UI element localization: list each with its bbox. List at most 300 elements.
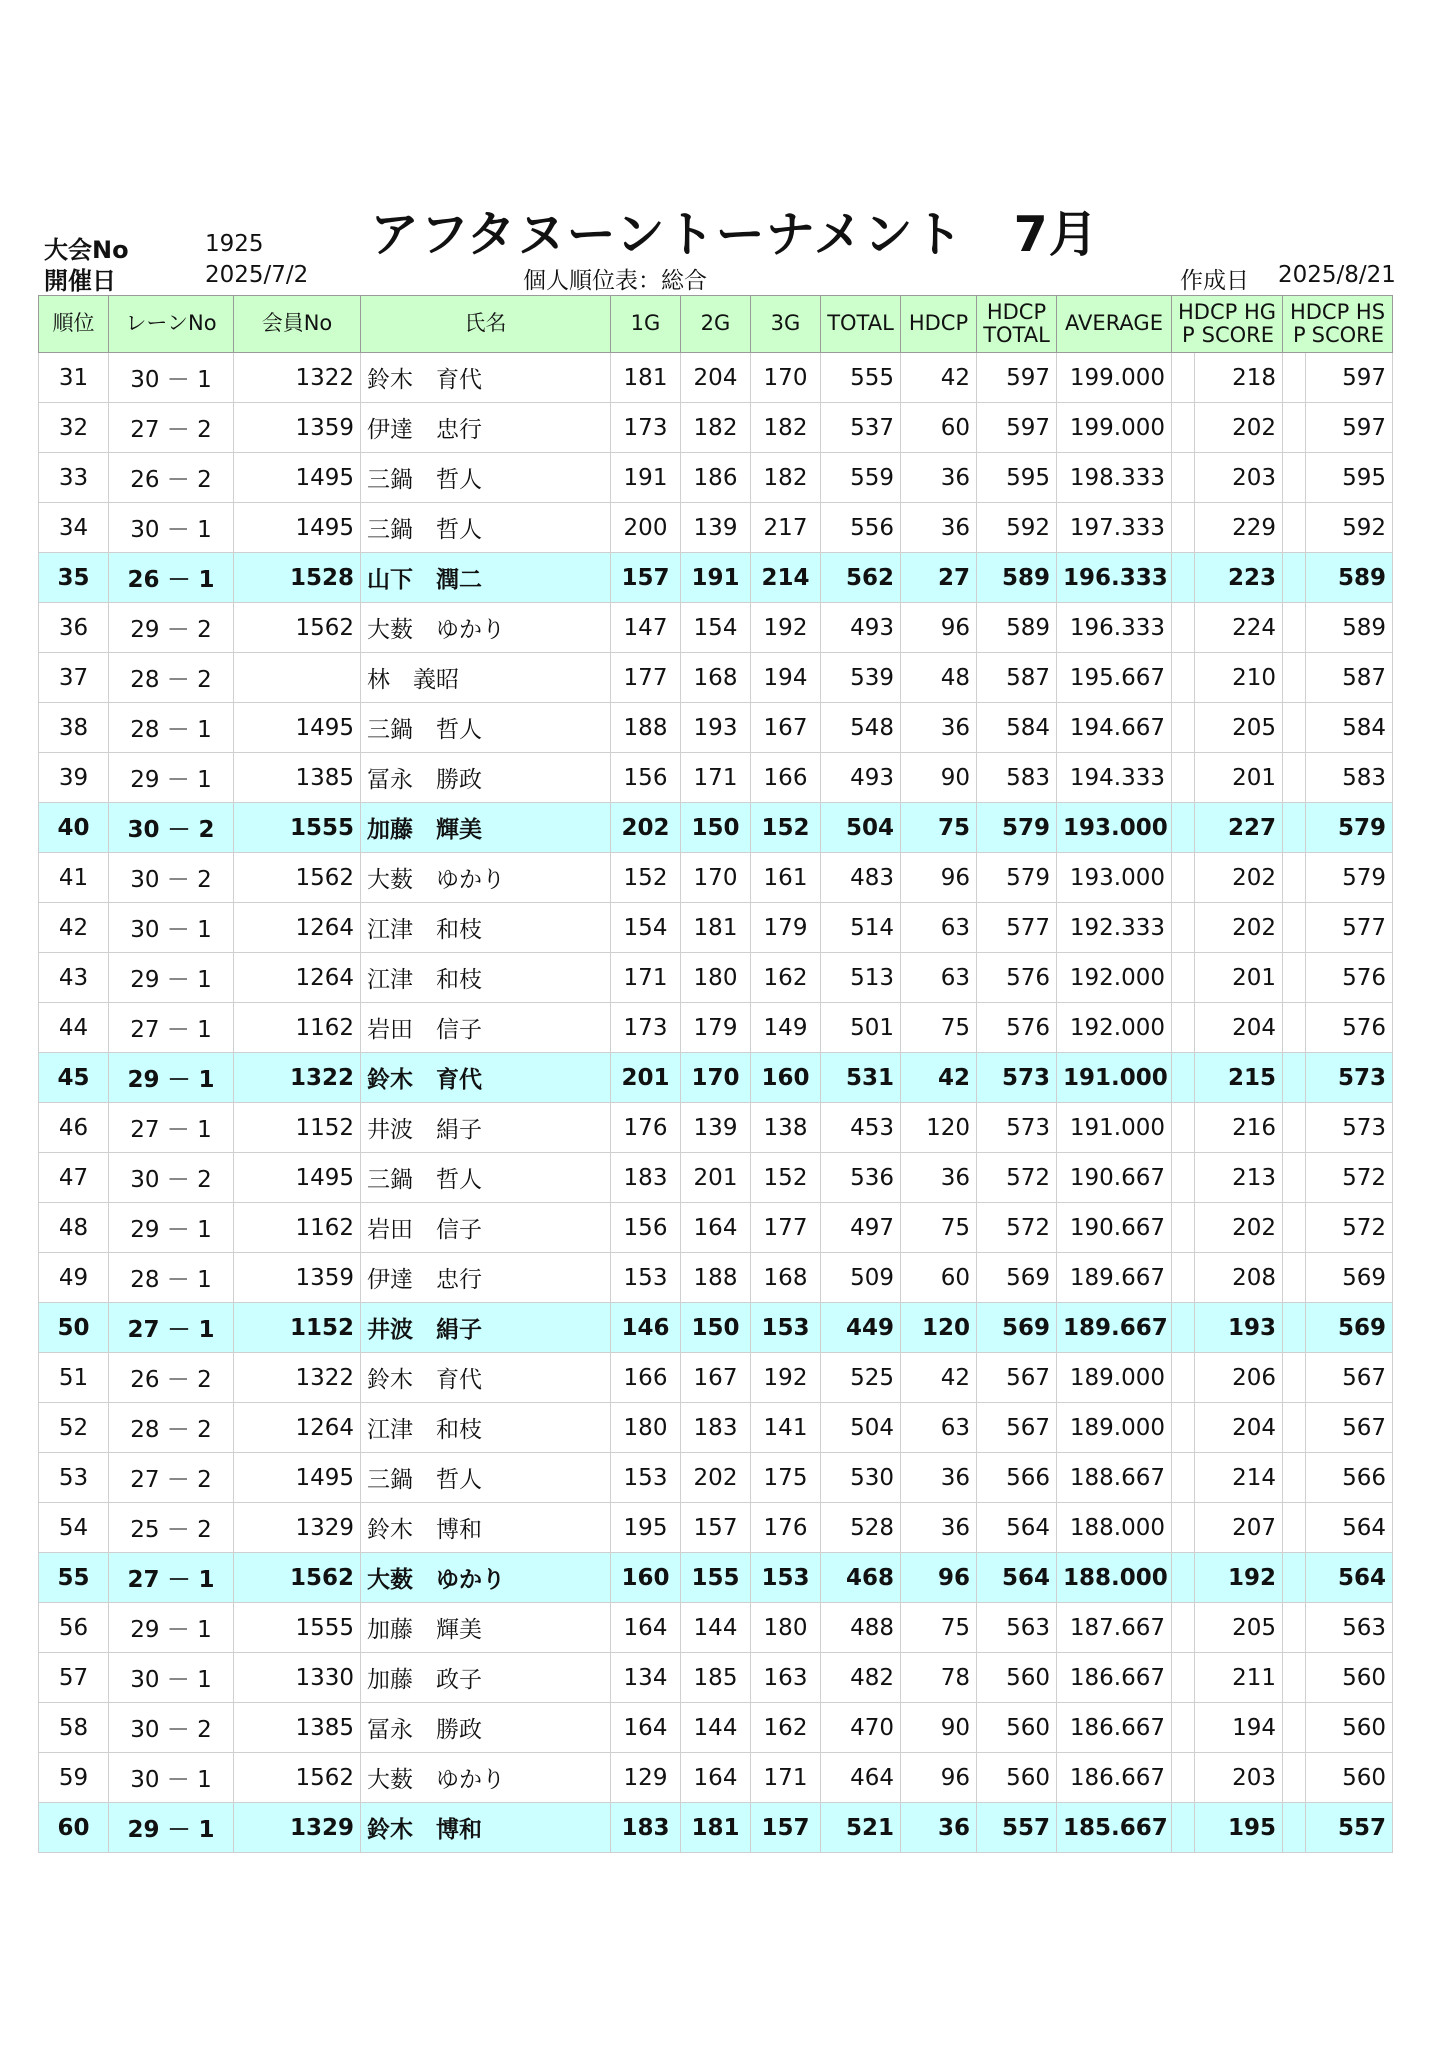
cell-name: 三鍋 哲人 (361, 503, 611, 553)
col-name: 氏名 (361, 296, 611, 353)
cell-hs-score: 576 (1283, 1003, 1393, 1053)
cell-name: 鈴木 育代 (361, 353, 611, 403)
cell-hdcp: 42 (901, 1053, 977, 1103)
cell-hdcp: 75 (901, 803, 977, 853)
table-row (39, 1403, 1393, 1453)
cell-g3: 166 (751, 753, 821, 803)
table-body (39, 353, 1393, 1853)
cell-hdcp: 96 (901, 603, 977, 653)
col-g3: 3G (751, 296, 821, 353)
cell-average: 199.000 (1057, 353, 1172, 403)
cell-g3: 153 (751, 1553, 821, 1603)
cell-member: 1152 (234, 1103, 361, 1153)
cell-hg-score: 207 (1172, 1503, 1283, 1553)
cell-lane: 29 － 2 (109, 603, 234, 653)
cell-hs-score: 564 (1283, 1553, 1393, 1603)
cell-member: 1322 (234, 353, 361, 403)
cell-g3: 179 (751, 903, 821, 953)
cell-average: 188.000 (1057, 1503, 1172, 1553)
cell-hdcp: 48 (901, 653, 977, 703)
cell-total: 536 (821, 1153, 901, 1203)
cell-g2: 188 (681, 1253, 751, 1303)
kaisai-date-label: 開催日 (44, 267, 116, 295)
col-hdcp-hg-p: P (1182, 323, 1195, 347)
cell-lane: 28 － 1 (109, 1253, 234, 1303)
cell-hs-score: 577 (1283, 903, 1393, 953)
table-row (39, 453, 1393, 503)
cell-g2: 186 (681, 453, 751, 503)
cell-g2: 202 (681, 1453, 751, 1503)
cell-g2: 191 (681, 553, 751, 603)
cell-average: 186.667 (1057, 1753, 1172, 1803)
cell-hs-score: 569 (1283, 1253, 1393, 1303)
cell-total: 513 (821, 953, 901, 1003)
cell-hdcp-total: 560 (977, 1753, 1057, 1803)
cell-hdcp-total: 572 (977, 1153, 1057, 1203)
cell-lane: 28 － 1 (109, 703, 234, 753)
cell-g1: 183 (611, 1153, 681, 1203)
cell-total: 504 (821, 1403, 901, 1453)
cell-hg-score: 201 (1172, 953, 1283, 1003)
cell-g3: 141 (751, 1403, 821, 1453)
cell-hg-score: 208 (1172, 1253, 1283, 1303)
cell-hg-score: 204 (1172, 1403, 1283, 1453)
cell-rank: 37 (39, 653, 109, 703)
cell-total: 483 (821, 853, 901, 903)
cell-lane: 30 － 2 (109, 853, 234, 903)
cell-average: 186.667 (1057, 1703, 1172, 1753)
cell-average: 196.333 (1057, 553, 1172, 603)
table-row (39, 803, 1393, 853)
cell-rank: 32 (39, 403, 109, 453)
cell-rank: 60 (39, 1803, 109, 1853)
cell-hg-score: 203 (1172, 1753, 1283, 1803)
cell-rank: 31 (39, 353, 109, 403)
cell-hg-score: 211 (1172, 1653, 1283, 1703)
cell-hdcp-total: 557 (977, 1803, 1057, 1853)
cell-member: 1495 (234, 503, 361, 553)
cell-g3: 176 (751, 1503, 821, 1553)
cell-name: 林 義昭 (361, 653, 611, 703)
cell-total: 548 (821, 703, 901, 753)
cell-rank: 45 (39, 1053, 109, 1103)
cell-rank: 46 (39, 1103, 109, 1153)
cell-g3: 162 (751, 953, 821, 1003)
cell-total: 514 (821, 903, 901, 953)
cell-g3: 157 (751, 1803, 821, 1853)
cell-lane: 27 － 1 (109, 1003, 234, 1053)
taikai-no-label: 大会No (44, 236, 129, 264)
cell-lane: 29 － 1 (109, 1053, 234, 1103)
cell-member: 1329 (234, 1803, 361, 1853)
table-row (39, 1303, 1393, 1353)
cell-g1: 154 (611, 903, 681, 953)
table-row (39, 1003, 1393, 1053)
cell-hdcp: 42 (901, 1353, 977, 1403)
table-row (39, 1203, 1393, 1253)
cell-g1: 160 (611, 1553, 681, 1603)
cell-g3: 152 (751, 1153, 821, 1203)
cell-member: 1359 (234, 403, 361, 453)
cell-rank: 58 (39, 1703, 109, 1753)
cell-g1: 171 (611, 953, 681, 1003)
cell-rank: 40 (39, 803, 109, 853)
cell-total: 501 (821, 1003, 901, 1053)
cell-name: 加藤 輝美 (361, 803, 611, 853)
cell-g2: 139 (681, 1103, 751, 1153)
cell-rank: 53 (39, 1453, 109, 1503)
cell-name: 井波 絹子 (361, 1303, 611, 1353)
cell-lane: 30 － 2 (109, 1153, 234, 1203)
cell-average: 189.667 (1057, 1303, 1172, 1353)
cell-g2: 170 (681, 1053, 751, 1103)
cell-hg-score: 202 (1172, 853, 1283, 903)
cell-rank: 44 (39, 1003, 109, 1053)
cell-member: 1495 (234, 1153, 361, 1203)
cell-hdcp: 63 (901, 953, 977, 1003)
cell-member: 1385 (234, 753, 361, 803)
cell-g2: 167 (681, 1353, 751, 1403)
cell-lane: 25 － 2 (109, 1503, 234, 1553)
cell-lane: 27 － 1 (109, 1553, 234, 1603)
cell-name: 伊達 忠行 (361, 1253, 611, 1303)
col-average: AVERAGE (1057, 296, 1172, 353)
cell-g2: 180 (681, 953, 751, 1003)
cell-rank: 38 (39, 703, 109, 753)
cell-member: 1555 (234, 803, 361, 853)
cell-hs-score: 563 (1283, 1603, 1393, 1653)
cell-lane: 30 － 1 (109, 1753, 234, 1803)
cell-hs-score: 583 (1283, 753, 1393, 803)
col-hdcp-hs-score: SCORE (1311, 323, 1384, 347)
cell-member: 1495 (234, 703, 361, 753)
cell-hdcp: 120 (901, 1303, 977, 1353)
cell-hg-score: 202 (1172, 403, 1283, 453)
cell-name: 伊達 忠行 (361, 403, 611, 453)
cell-hs-score: 569 (1283, 1303, 1393, 1353)
cell-average: 194.333 (1057, 753, 1172, 803)
cell-hg-score: 206 (1172, 1353, 1283, 1403)
table-row (39, 1503, 1393, 1553)
cell-hdcp-total: 566 (977, 1453, 1057, 1503)
cell-rank: 41 (39, 853, 109, 903)
cell-g1: 164 (611, 1703, 681, 1753)
cell-hdcp-total: 597 (977, 353, 1057, 403)
cell-lane: 26 － 1 (109, 553, 234, 603)
table-row (39, 1153, 1393, 1203)
kaisai-date-value: 2025/7/2 (205, 262, 309, 288)
cell-hdcp: 63 (901, 1403, 977, 1453)
cell-hdcp: 75 (901, 1203, 977, 1253)
cell-g1: 180 (611, 1403, 681, 1453)
cell-average: 191.000 (1057, 1053, 1172, 1103)
cell-hdcp: 36 (901, 1153, 977, 1203)
cell-rank: 42 (39, 903, 109, 953)
cell-g1: 166 (611, 1353, 681, 1403)
cell-hdcp-total: 576 (977, 953, 1057, 1003)
cell-lane: 30 － 1 (109, 503, 234, 553)
cell-member: 1152 (234, 1303, 361, 1353)
cell-lane: 29 － 1 (109, 1203, 234, 1253)
cell-g1: 188 (611, 703, 681, 753)
cell-g2: 168 (681, 653, 751, 703)
created-date-label: 作成日 (1180, 268, 1249, 294)
cell-hdcp-total: 572 (977, 1203, 1057, 1253)
cell-hg-score: 210 (1172, 653, 1283, 703)
cell-g3: 180 (751, 1603, 821, 1653)
cell-lane: 27 － 2 (109, 403, 234, 453)
cell-g3: 182 (751, 403, 821, 453)
cell-total: 504 (821, 803, 901, 853)
cell-hdcp-total: 597 (977, 403, 1057, 453)
cell-rank: 33 (39, 453, 109, 503)
cell-member: 1528 (234, 553, 361, 603)
col-hdcp-hg-score: SCORE (1201, 323, 1274, 347)
table-row (39, 753, 1393, 803)
cell-hg-score: 202 (1172, 1203, 1283, 1253)
cell-hs-score: 560 (1283, 1703, 1393, 1753)
cell-hs-score: 584 (1283, 703, 1393, 753)
cell-g3: 163 (751, 1653, 821, 1703)
cell-average: 185.667 (1057, 1803, 1172, 1853)
cell-g1: 173 (611, 1003, 681, 1053)
cell-name: 岩田 信子 (361, 1203, 611, 1253)
cell-average: 189.667 (1057, 1253, 1172, 1303)
cell-hg-score: 193 (1172, 1303, 1283, 1353)
cell-g3: 138 (751, 1103, 821, 1153)
cell-g2: 185 (681, 1653, 751, 1703)
cell-hdcp: 36 (901, 1503, 977, 1553)
cell-name: 大薮 ゆかり (361, 1753, 611, 1803)
cell-hs-score: 567 (1283, 1403, 1393, 1453)
cell-hdcp-total: 579 (977, 853, 1057, 903)
cell-g3: 182 (751, 453, 821, 503)
page-title: アフタヌーントーナメント 7月 (370, 206, 1099, 263)
cell-hdcp-total: 560 (977, 1653, 1057, 1703)
cell-lane: 30 － 2 (109, 1703, 234, 1753)
cell-average: 192.000 (1057, 953, 1172, 1003)
cell-name: 大薮 ゆかり (361, 1553, 611, 1603)
cell-rank: 51 (39, 1353, 109, 1403)
cell-name: 鈴木 育代 (361, 1053, 611, 1103)
table-row (39, 903, 1393, 953)
cell-member: 1562 (234, 1753, 361, 1803)
table-row (39, 1703, 1393, 1753)
cell-member: 1330 (234, 1653, 361, 1703)
cell-rank: 49 (39, 1253, 109, 1303)
cell-rank: 56 (39, 1603, 109, 1653)
cell-hdcp-total: 579 (977, 803, 1057, 853)
cell-average: 198.333 (1057, 453, 1172, 503)
table-row (39, 1653, 1393, 1703)
table-row (39, 1803, 1393, 1853)
cell-g2: 139 (681, 503, 751, 553)
cell-member: 1162 (234, 1203, 361, 1253)
cell-g1: 195 (611, 1503, 681, 1553)
cell-rank: 39 (39, 753, 109, 803)
table-row (39, 1253, 1393, 1303)
cell-name: 加藤 輝美 (361, 1603, 611, 1653)
cell-rank: 50 (39, 1303, 109, 1353)
col-g1: 1G (611, 296, 681, 353)
cell-hdcp: 36 (901, 1803, 977, 1853)
cell-total: 453 (821, 1103, 901, 1153)
cell-lane: 28 － 2 (109, 653, 234, 703)
cell-hs-score: 595 (1283, 453, 1393, 503)
cell-member: 1329 (234, 1503, 361, 1553)
cell-hdcp: 63 (901, 903, 977, 953)
cell-lane: 29 － 1 (109, 1803, 234, 1853)
cell-total: 470 (821, 1703, 901, 1753)
cell-name: 鈴木 博和 (361, 1803, 611, 1853)
cell-total: 482 (821, 1653, 901, 1703)
cell-name: 三鍋 哲人 (361, 703, 611, 753)
cell-g1: 200 (611, 503, 681, 553)
cell-g2: 150 (681, 803, 751, 853)
cell-hdcp-total: 573 (977, 1053, 1057, 1103)
cell-g2: 179 (681, 1003, 751, 1053)
cell-hs-score: 579 (1283, 803, 1393, 853)
cell-average: 190.667 (1057, 1153, 1172, 1203)
cell-hs-score: 592 (1283, 503, 1393, 553)
cell-hs-score: 572 (1283, 1153, 1393, 1203)
cell-hg-score: 194 (1172, 1703, 1283, 1753)
cell-g1: 129 (611, 1753, 681, 1803)
cell-lane: 30 － 1 (109, 1653, 234, 1703)
cell-hg-score: 192 (1172, 1553, 1283, 1603)
cell-rank: 43 (39, 953, 109, 1003)
cell-g1: 156 (611, 1203, 681, 1253)
table-row (39, 953, 1393, 1003)
cell-g1: 181 (611, 353, 681, 403)
cell-g2: 181 (681, 1803, 751, 1853)
cell-g3: 175 (751, 1453, 821, 1503)
cell-hs-score: 587 (1283, 653, 1393, 703)
cell-hdcp: 90 (901, 753, 977, 803)
cell-rank: 57 (39, 1653, 109, 1703)
table-row (39, 1453, 1393, 1503)
cell-total: 464 (821, 1753, 901, 1803)
cell-total: 493 (821, 603, 901, 653)
cell-name: 大薮 ゆかり (361, 603, 611, 653)
table-row (39, 603, 1393, 653)
cell-hg-score: 216 (1172, 1103, 1283, 1153)
cell-g1: 152 (611, 853, 681, 903)
cell-member (234, 653, 361, 703)
cell-hg-score: 224 (1172, 603, 1283, 653)
cell-hdcp: 96 (901, 1553, 977, 1603)
cell-hdcp-total: 583 (977, 753, 1057, 803)
cell-g3: 177 (751, 1203, 821, 1253)
cell-hg-score: 203 (1172, 453, 1283, 503)
cell-total: 521 (821, 1803, 901, 1853)
cell-hdcp-total: 560 (977, 1703, 1057, 1753)
cell-hs-score: 589 (1283, 553, 1393, 603)
cell-rank: 47 (39, 1153, 109, 1203)
cell-hdcp-total: 573 (977, 1103, 1057, 1153)
cell-g3: 171 (751, 1753, 821, 1803)
cell-hs-score: 566 (1283, 1453, 1393, 1503)
cell-lane: 26 － 2 (109, 453, 234, 503)
cell-average: 187.667 (1057, 1603, 1172, 1653)
cell-hdcp-total: 589 (977, 553, 1057, 603)
cell-name: 岩田 信子 (361, 1003, 611, 1053)
col-hdcp-hg (1172, 296, 1283, 353)
col-total: TOTAL (821, 296, 901, 353)
cell-name: 鈴木 育代 (361, 1353, 611, 1403)
cell-hdcp-total: 569 (977, 1253, 1057, 1303)
cell-g1: 183 (611, 1803, 681, 1853)
cell-g1: 134 (611, 1653, 681, 1703)
cell-hdcp: 75 (901, 1003, 977, 1053)
cell-hg-score: 223 (1172, 553, 1283, 603)
cell-g2: 181 (681, 903, 751, 953)
cell-name: 江津 和枝 (361, 953, 611, 1003)
cell-total: 559 (821, 453, 901, 503)
cell-g2: 144 (681, 1703, 751, 1753)
cell-g2: 193 (681, 703, 751, 753)
cell-hdcp-total: 595 (977, 453, 1057, 503)
cell-member: 1264 (234, 953, 361, 1003)
cell-g3: 217 (751, 503, 821, 553)
cell-hdcp: 60 (901, 403, 977, 453)
ranking-table (38, 295, 1393, 1853)
cell-member: 1562 (234, 853, 361, 903)
cell-name: 鈴木 博和 (361, 1503, 611, 1553)
col-g2: 2G (681, 296, 751, 353)
cell-hdcp-total: 567 (977, 1353, 1057, 1403)
col-hdcp-total-line1: HDCP (986, 299, 1047, 324)
cell-member: 1385 (234, 1703, 361, 1753)
cell-lane: 27 － 1 (109, 1303, 234, 1353)
cell-hdcp-total: 589 (977, 603, 1057, 653)
cell-hs-score: 597 (1283, 353, 1393, 403)
cell-lane: 28 － 2 (109, 1403, 234, 1453)
cell-rank: 36 (39, 603, 109, 653)
cell-hdcp-total: 564 (977, 1503, 1057, 1553)
cell-average: 199.000 (1057, 403, 1172, 453)
cell-g3: 160 (751, 1053, 821, 1103)
cell-hg-score: 227 (1172, 803, 1283, 853)
cell-hdcp: 120 (901, 1103, 977, 1153)
cell-average: 195.667 (1057, 653, 1172, 703)
cell-member: 1162 (234, 1003, 361, 1053)
cell-hs-score: 560 (1283, 1653, 1393, 1703)
cell-average: 186.667 (1057, 1653, 1172, 1703)
cell-name: 冨永 勝政 (361, 1703, 611, 1753)
cell-hdcp-total: 577 (977, 903, 1057, 953)
cell-g1: 202 (611, 803, 681, 853)
cell-total: 468 (821, 1553, 901, 1603)
cell-hdcp: 36 (901, 1453, 977, 1503)
cell-member: 1495 (234, 1453, 361, 1503)
col-hdcp: HDCP (901, 296, 977, 353)
cell-lane: 26 － 2 (109, 1353, 234, 1403)
cell-hs-score: 573 (1283, 1053, 1393, 1103)
cell-lane: 30 － 1 (109, 353, 234, 403)
cell-average: 188.000 (1057, 1553, 1172, 1603)
cell-total: 449 (821, 1303, 901, 1353)
col-rank: 順位 (39, 296, 109, 353)
table-row (39, 1053, 1393, 1103)
cell-hs-score: 597 (1283, 403, 1393, 453)
cell-total: 539 (821, 653, 901, 703)
table-row (39, 1753, 1393, 1803)
cell-average: 193.000 (1057, 853, 1172, 903)
cell-rank: 34 (39, 503, 109, 553)
cell-lane: 29 － 1 (109, 1603, 234, 1653)
cell-name: 加藤 政子 (361, 1653, 611, 1703)
